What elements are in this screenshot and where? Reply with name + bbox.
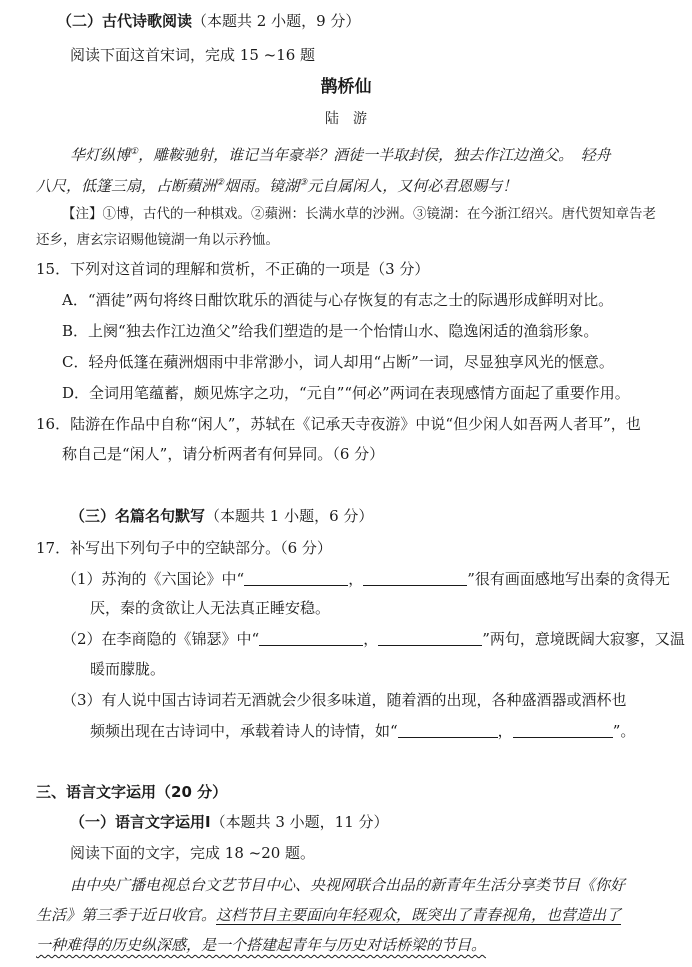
prompt-text: ”。 [612,722,636,740]
prompt-text: 频频出现在古诗词中，承载着诗人的诗情，如“ [90,722,398,740]
prompt-text: （1）苏洵的《六国论》中“ [62,570,245,588]
poem-text: ，雕鞍驰射，谁记当年豪举？酒徒一半取封侯，独去作江边渔父。 轻舟 [138,146,611,164]
footnote-mark: ② [216,178,225,188]
question-17-stem: 17．补写出下列句子中的空缺部分。（6 分） [36,539,332,557]
prompt-text: ”两句，意境既阔大寂寥，又温 [482,630,685,648]
answer-blank[interactable] [513,721,613,738]
poem-line-2 [36,172,517,197]
poem-text: 八尺，低篷三扇，占断蘋洲 [36,177,217,195]
answer-blank[interactable] [363,569,467,586]
section-heading-bold: （二）古代诗歌阅读 [57,12,193,30]
poem-title: 鹊桥仙 [320,77,372,97]
language-instruction: 阅读下面的文字，完成 18 ~20 题。 [70,844,316,862]
poem-text: 烟雨。镜湖 [224,177,300,195]
passage-line-2 [36,904,621,926]
prompt-text: ”很有画面感地写出秦的贪得无 [467,570,670,588]
question-15-option-c: C．轻舟低篷在蘋洲烟雨中非常渺小，词人却用“占断”一词，尽显独享风光的惬意。 [62,353,614,371]
answer-blank[interactable] [378,629,482,646]
underlined-passage-text: 这档节目主要面向年轻观众，既突出了青春视角，也营造出了 [216,906,622,924]
poem-author: 陆 游 [325,111,367,127]
poem-line-1 [70,141,611,166]
section-heading-info: （本题共 3 小题，11 分） [210,813,389,831]
section-heading-info: （本题共 2 小题，9 分） [192,12,361,30]
answer-blank[interactable] [398,721,498,738]
question-17-part-2-cont: 暖而朦胧。 [90,660,166,678]
question-17-part-1 [62,568,670,590]
poem-text: 元自属闲人，又何必君恩赐与！ [307,177,518,195]
prompt-text: ， [363,630,379,648]
footnote-mark: ③ [299,178,308,188]
section-heading-bold: （一）语言文字运用Ⅰ [70,813,211,831]
prompt-text: ， [497,722,513,740]
section-heading-info: （本题共 1 小题，6 分） [205,507,374,525]
section-heading-bold: （三）名篇名句默写 [70,507,206,525]
question-16-line-1: 16．陆游在作品中自称“闲人”，苏轼在《记承天寺夜游》中说“但少闲人如吾两人者耳”，也 [36,415,641,433]
answer-blank[interactable] [259,629,363,646]
question-17-part-3: （3）有人说中国古诗词若无酒就会少很多味道，随着酒的出现，各种盛酒器或酒杯也 [62,691,627,709]
question-16-line-2: 称自己是“闲人”，请分析两者有何异同。（6 分） [62,445,385,463]
passage-line-3 [36,934,486,956]
poem-note-line-1: 【注】①博，古代的一种棋戏。②蘋洲：长满水草的沙洲。③镜湖：在今浙江绍兴。唐代贺知章告老 [62,206,656,222]
passage-line-1: 由中央广播电视总台文艺节目中心、央视网联合出品的新青年生活分享类节目《你好 [70,876,626,894]
answer-blank[interactable] [244,569,348,586]
poem-text: 华灯纵博 [70,146,131,164]
wavy-underlined-passage-text: 一种难得的历史纵深感，是一个搭建起青年与历史对话桥梁的节目。 [36,936,487,954]
section-heading-poetry [57,10,360,32]
part-heading-language: 三、语言文字运用（20 分） [36,783,228,801]
footnote-mark: ① [130,147,139,157]
poetry-instruction: 阅读下面这首宋词，完成 15 ~16 题 [70,46,316,64]
passage-text: 生活》第三季于近日收官。 [36,906,217,924]
question-17-part-3-cont [90,720,635,742]
question-17-part-1-cont: 厌，秦的贪欲让人无法真正睡安稳。 [90,599,331,617]
question-15-option-b: B．上阕“独去作江边渔父”给我们塑造的是一个怡情山水、隐逸闲适的渔翁形象。 [62,322,599,340]
section-heading-recitation [70,505,373,527]
prompt-text: ， [348,570,364,588]
question-15-option-a: A．“酒徒”两句将终日酣饮耽乐的酒徒与心存恢复的有志之士的际遇形成鲜明对比。 [62,291,614,309]
question-15-stem: 15．下列对这首词的理解和赏析，不正确的一项是（3 分） [36,260,430,278]
poem-note-line-2: 还乡，唐玄宗诏赐他镜湖一角以示矜恤。 [36,232,279,248]
prompt-text: （2）在李商隐的《锦瑟》中“ [62,630,260,648]
question-17-part-2 [62,628,685,650]
question-15-option-d: D．全词用笔蕴蓄，颇见炼字之功，“元自”“何必”两词在表现感情方面起了重要作用。 [62,384,630,402]
subsection-heading-language-1 [70,811,389,833]
